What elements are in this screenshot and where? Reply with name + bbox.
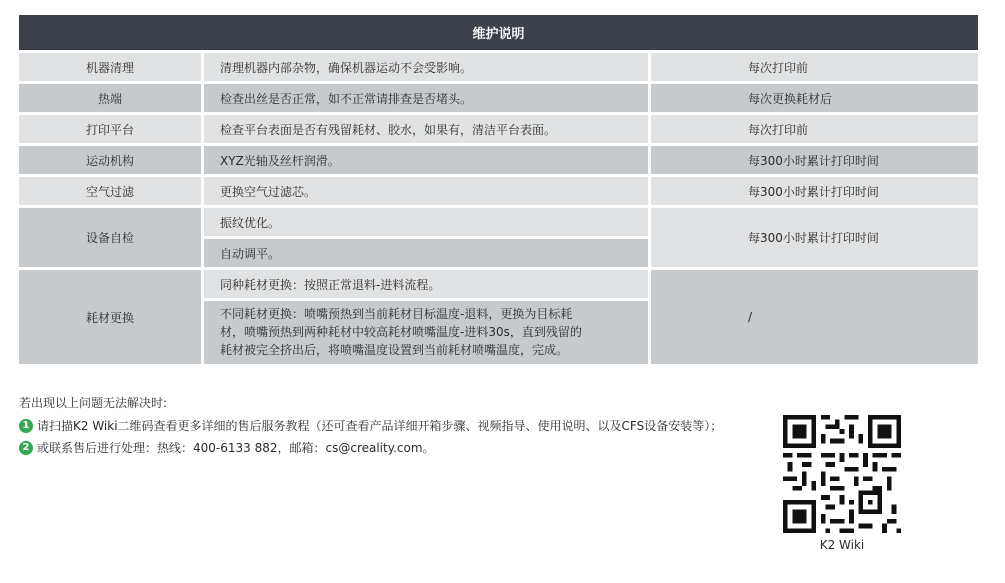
row-desc: 不同耗材更换：喷嘴预热到当前耗材目标温度-退料，更换为目标耗材，喷嘴预热到两种耗材中较高耗材喷嘴温度-进料30s，直到残留的耗材被完全挤出后，将喷嘴温度设置到当前耗材喷嘴温度，完成。 (204, 301, 648, 364)
qr-code-icon (783, 415, 901, 533)
note-item-2 (19, 439, 435, 456)
row-desc: 检查出丝是否正常，如不正常请排查是否堵头。 (204, 84, 648, 112)
number-badge-icon: 2 (19, 441, 33, 455)
row-name: 耗材更换 (19, 270, 201, 364)
notes-title: 若出现以上问题无法解决时: (19, 396, 168, 410)
row-desc: 自动调平。 (204, 239, 648, 267)
row-freq: 每次打印前 (651, 53, 978, 81)
row-name: 机器清理 (19, 53, 201, 81)
row-name: 热端 (19, 84, 201, 112)
qr-label: K2 Wiki (819, 538, 865, 552)
number-badge-icon: 1 (19, 419, 33, 433)
note-text: 或联系售后进行处理：热线：400-6133 882，邮箱：cs@creality.com。 (37, 441, 435, 455)
note-text: 请扫描K2 Wiki二维码查看更多详细的售后服务教程（还可查看产品详细开箱步骤、视频指导、使用说明、以及CFS设备安装等）； (37, 419, 723, 433)
note-item-1 (19, 417, 722, 434)
row-freq: 每次打印前 (651, 115, 978, 143)
row-name: 打印平台 (19, 115, 201, 143)
row-desc: 同种耗材更换：按照正常退料-进料流程。 (204, 270, 648, 298)
row-freq: 每300小时累计打印时间 (651, 146, 978, 174)
row-freq: 每次更换耗材后 (651, 84, 978, 112)
row-name: 运动机构 (19, 146, 201, 174)
row-desc: 清理机器内部杂物，确保机器运动不会受影响。 (204, 53, 648, 81)
row-desc: 检查平台表面是否有残留耗材、胶水，如果有，清洁平台表面。 (204, 115, 648, 143)
row-name: 空气过滤 (19, 177, 201, 205)
table-title: 维护说明 (19, 15, 978, 50)
row-freq: 每300小时累计打印时间 (651, 177, 978, 205)
row-desc: 振纹优化。 (204, 208, 648, 236)
row-desc: 更换空气过滤芯。 (204, 177, 648, 205)
row-freq: 每300小时累计打印时间 (651, 208, 978, 267)
row-name: 设备自检 (19, 208, 201, 267)
row-desc: XYZ光轴及丝杆润滑。 (204, 146, 648, 174)
row-freq: / (651, 270, 978, 364)
